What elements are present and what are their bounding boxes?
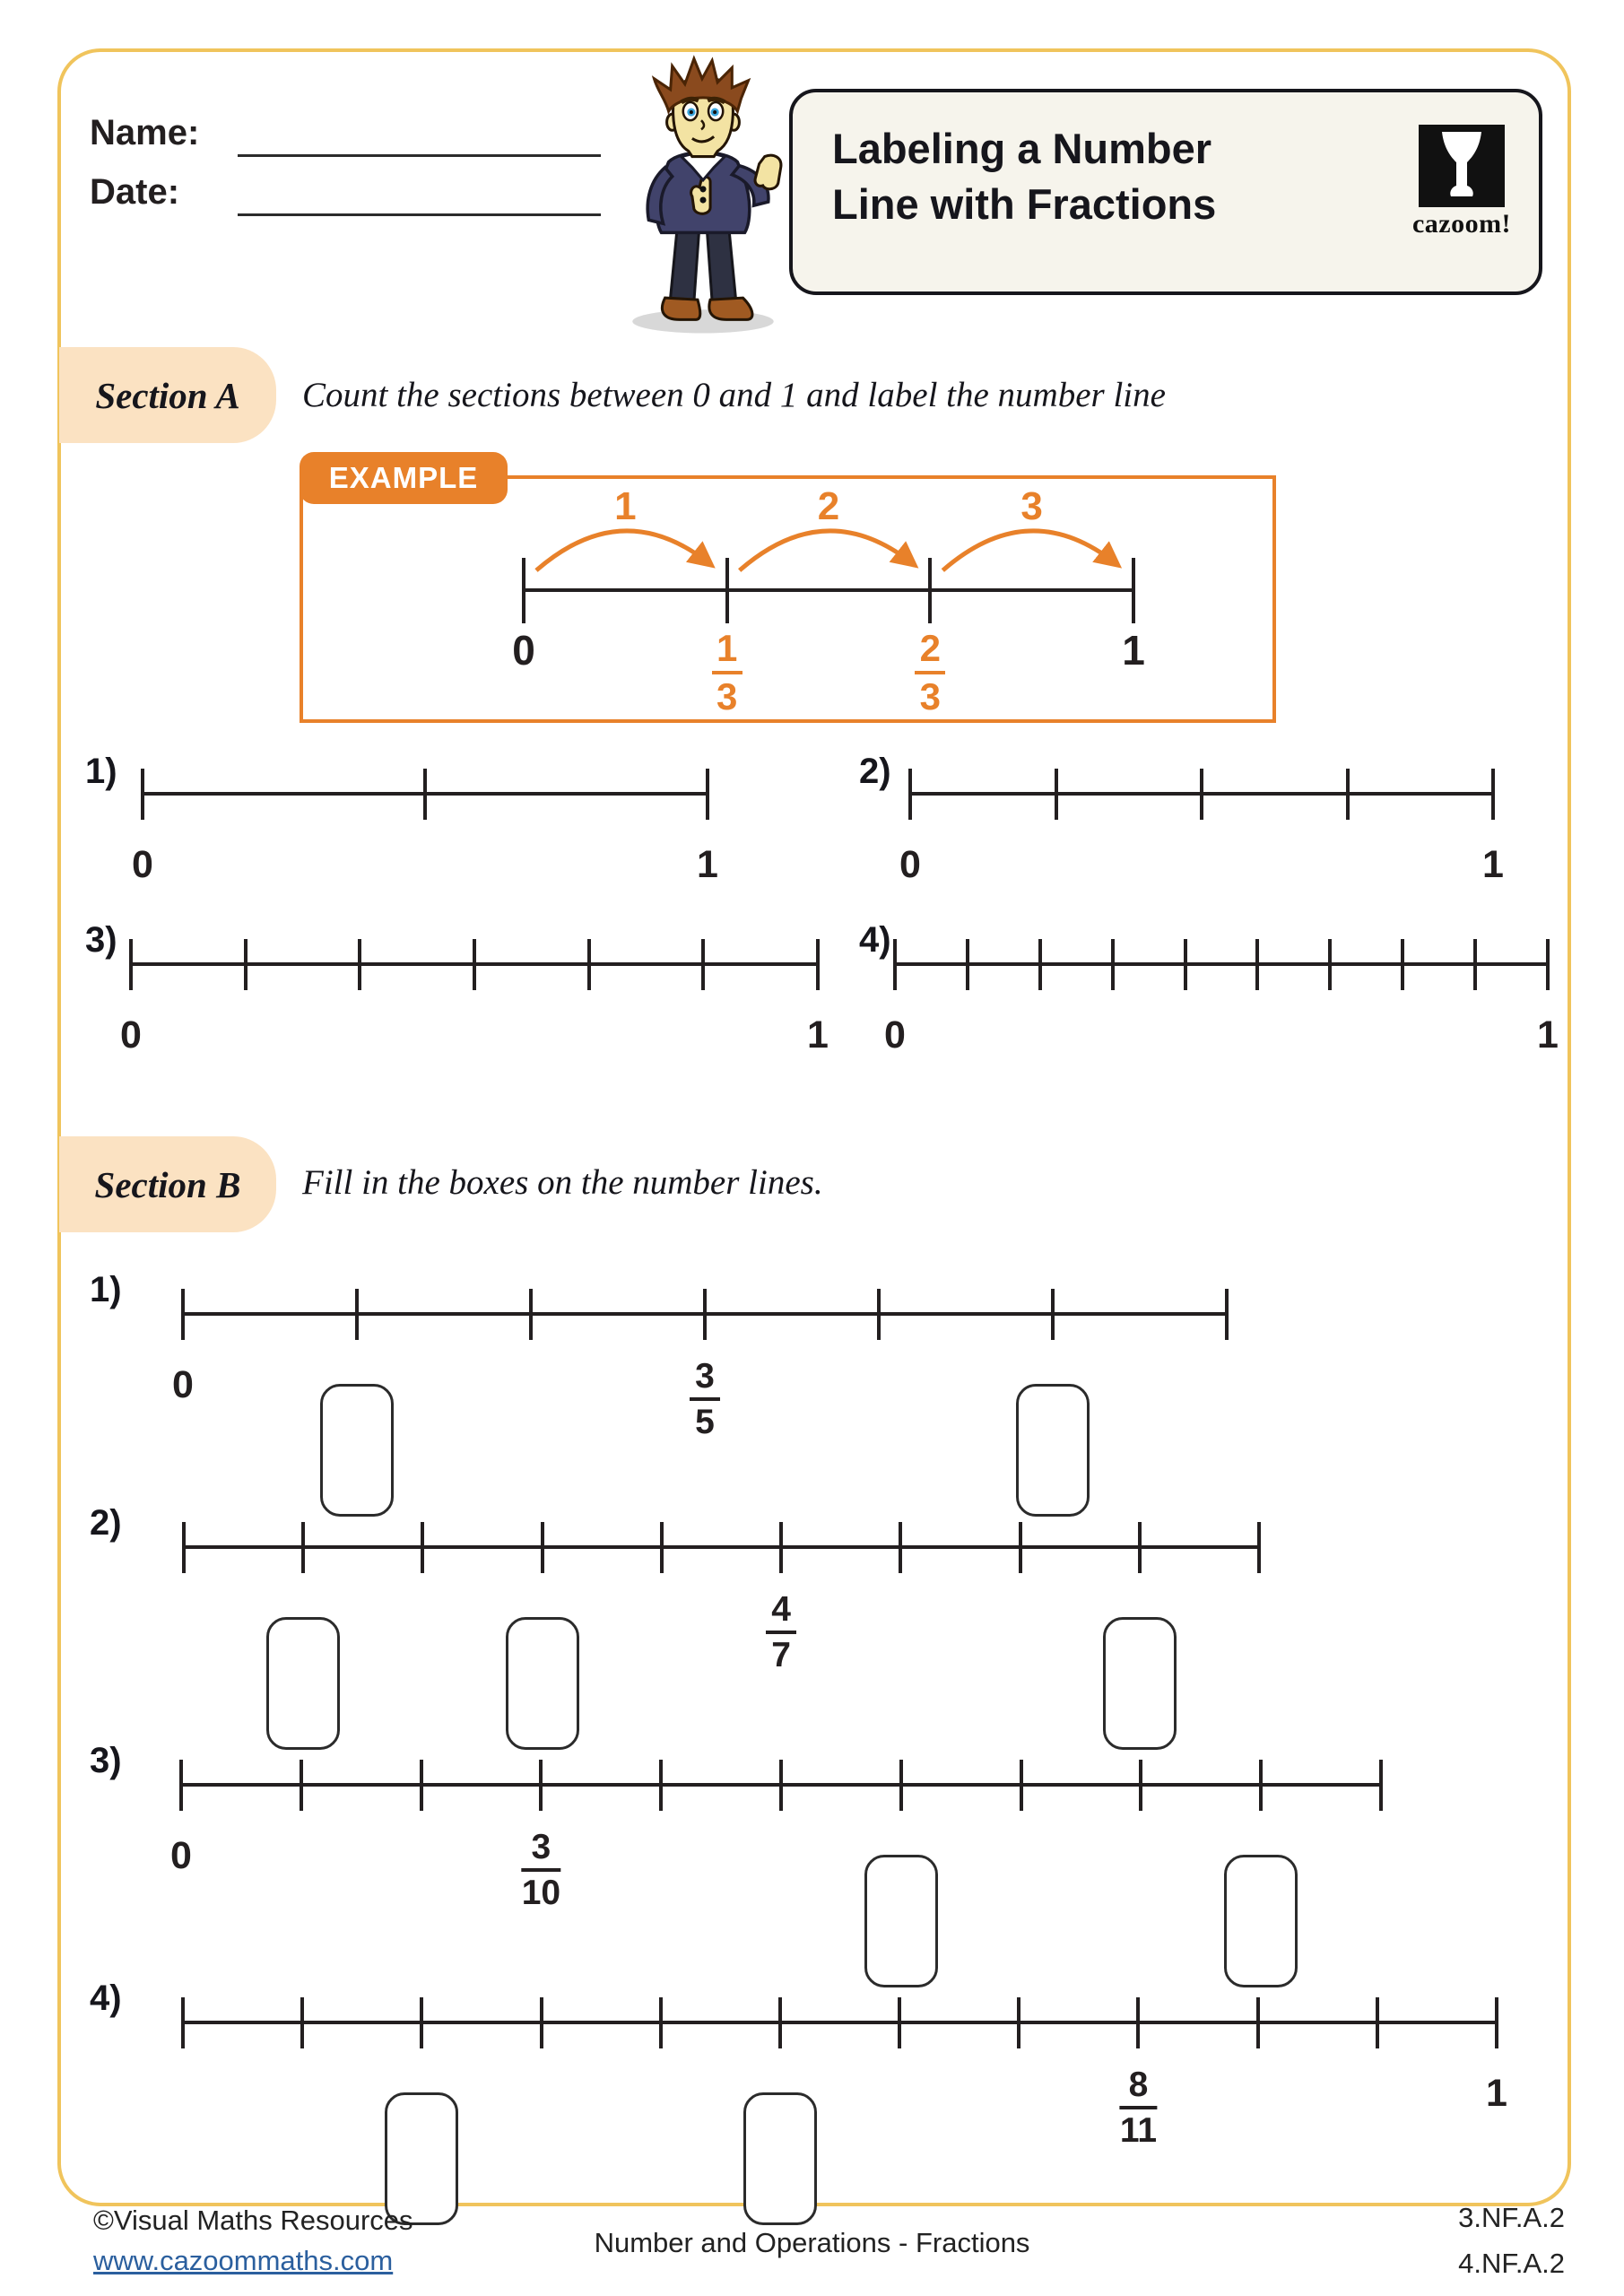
footer-topic: Number and Operations - Fractions [594, 2227, 1030, 2258]
tick-mark [1473, 939, 1477, 990]
tick-mark [141, 769, 144, 820]
tick-mark [1019, 1522, 1022, 1573]
tick-mark [966, 939, 969, 990]
tick-mark [473, 939, 476, 990]
tick-mark [129, 939, 133, 990]
fraction-denominator: 3 [716, 675, 738, 718]
name-input-line[interactable] [238, 154, 601, 157]
problem-b1-number: 1) [90, 1270, 122, 1309]
section-a-badge-label: Section A [95, 374, 240, 416]
cazoom-drum-icon [1417, 125, 1507, 209]
answer-box[interactable] [320, 1384, 394, 1517]
footer-website-link[interactable]: www.cazoommaths.com [93, 2245, 394, 2276]
fraction-denominator: 7 [771, 1636, 791, 1674]
tick-label: 1 [807, 1013, 829, 1057]
section-b-badge [59, 1136, 276, 1232]
number-line-rail [181, 2021, 1498, 2024]
tick-mark [181, 1997, 185, 2048]
tick-mark [1546, 939, 1550, 990]
answer-box[interactable] [743, 2092, 817, 2225]
fraction-numerator: 1 [716, 627, 738, 669]
tick-mark [1379, 1760, 1383, 1811]
fraction-numerator: 4 [771, 1590, 791, 1629]
tick-mark [1020, 1760, 1023, 1811]
problem-a2-number: 2) [859, 752, 891, 791]
tick-mark [701, 939, 705, 990]
tick-mark [301, 1522, 305, 1573]
tick-mark [529, 1289, 533, 1340]
tick-label: 1 [1486, 2072, 1507, 2115]
tick-mark [1328, 939, 1332, 990]
tick-mark [540, 1997, 543, 2048]
problem-a4-number: 4) [859, 920, 891, 960]
fraction-label [1120, 2067, 1157, 2148]
title-box [789, 89, 1542, 295]
tick-mark [899, 1522, 902, 1573]
tick-mark [1255, 939, 1259, 990]
tick-label: 1 [1537, 1013, 1559, 1057]
jump-number: 3 [1020, 484, 1043, 528]
tick-mark [816, 939, 820, 990]
mascot-boy-illustration [612, 54, 794, 337]
tick-mark [300, 1760, 303, 1811]
tick-mark [1138, 1522, 1142, 1573]
fraction-bar [712, 671, 743, 674]
fraction-denominator: 11 [1119, 2111, 1158, 2150]
tick-mark [1401, 939, 1404, 990]
section-b-badge-label: Section B [94, 1163, 241, 1205]
number-line-rail [182, 1545, 1261, 1549]
tick-mark [1038, 939, 1042, 990]
tick-mark [1111, 939, 1115, 990]
tick-mark [1376, 1997, 1379, 2048]
tick-mark [423, 769, 427, 820]
fraction-label [915, 627, 945, 718]
tick-mark [1495, 1997, 1498, 2048]
tick-label: 0 [512, 627, 535, 674]
tick-mark [1017, 1997, 1020, 2048]
answer-box[interactable] [1103, 1617, 1177, 1750]
fraction-label [712, 627, 743, 718]
problem-a3-number: 3) [85, 920, 117, 960]
tick-mark [1491, 769, 1495, 820]
tick-mark [659, 1997, 663, 2048]
fraction-label [690, 1359, 720, 1439]
tick-label: 1 [697, 843, 718, 886]
fraction-denominator: 3 [919, 675, 941, 718]
tick-label: 0 [170, 1834, 192, 1877]
tick-mark [181, 1289, 185, 1340]
problem-a1-number: 1) [85, 752, 117, 791]
tick-mark [1055, 769, 1058, 820]
date-label: Date: [90, 172, 180, 212]
problem-b4-number: 4) [90, 1979, 122, 2018]
tick-mark [355, 1289, 359, 1340]
tick-mark [244, 939, 248, 990]
fraction-numerator: 3 [531, 1828, 551, 1866]
answer-box[interactable] [1224, 1855, 1298, 1987]
tick-mark [1256, 1997, 1260, 2048]
tick-mark [779, 1760, 783, 1811]
jump-number: 2 [817, 484, 840, 528]
answer-box[interactable] [506, 1617, 579, 1750]
footer-copyright: ©Visual Maths Resources [93, 2205, 413, 2236]
fraction-label [766, 1592, 796, 1673]
footer-standard-1: 3.NF.A.2 [1458, 2202, 1565, 2233]
tick-mark [421, 1522, 424, 1573]
tick-mark [182, 1522, 186, 1573]
cazoom-logo [1408, 125, 1515, 239]
tick-mark [539, 1760, 543, 1811]
jump-number: 1 [614, 484, 637, 528]
page-border [57, 48, 1571, 2206]
worksheet-title [832, 121, 1216, 232]
jump-arc [942, 531, 1116, 570]
tick-mark [893, 939, 897, 990]
problem-b2-number: 2) [90, 1503, 122, 1543]
fraction-numerator: 3 [695, 1357, 715, 1396]
fraction-bar [766, 1631, 796, 1634]
tick-mark [1257, 1522, 1261, 1573]
tick-label: 0 [172, 1363, 194, 1406]
tick-mark [300, 1997, 304, 2048]
tick-mark [877, 1289, 881, 1340]
tick-mark [420, 1997, 423, 2048]
fraction-bar [915, 671, 945, 674]
section-a-instruction: Count the sections between 0 and 1 and label the number line [302, 376, 1166, 414]
footer-standard-2: 4.NF.A.2 [1458, 2248, 1565, 2279]
tick-mark [1051, 1289, 1055, 1340]
fraction-denominator: 10 [521, 1874, 561, 1912]
tick-mark [358, 939, 361, 990]
answer-box[interactable] [266, 1617, 340, 1750]
answer-box[interactable] [1016, 1384, 1090, 1517]
fraction-bar [522, 1868, 560, 1872]
tick-mark [779, 1522, 783, 1573]
fraction-bar [1120, 2106, 1157, 2109]
tick-label: 0 [120, 1013, 142, 1057]
tick-mark [703, 1289, 707, 1340]
jump-arc [536, 531, 709, 570]
tick-mark [778, 1997, 782, 2048]
jump-arc [740, 531, 913, 570]
tick-mark [1139, 1760, 1142, 1811]
tick-mark [587, 939, 591, 990]
tick-label: 1 [1482, 843, 1504, 886]
tick-mark [1184, 939, 1187, 990]
tick-mark [179, 1760, 183, 1811]
title-line-1: Labeling a Number [832, 125, 1212, 172]
fraction-numerator: 2 [919, 627, 941, 669]
tick-mark [898, 1997, 901, 2048]
title-line-2: Line with Fractions [832, 180, 1217, 229]
answer-box[interactable] [864, 1855, 938, 1987]
number-line-rail [893, 962, 1550, 966]
tick-mark [1136, 1997, 1140, 2048]
tick-label: 1 [1122, 627, 1145, 674]
tick-mark [1200, 769, 1203, 820]
example-tab: EXAMPLE [300, 452, 508, 504]
tick-mark [541, 1522, 544, 1573]
tick-mark [899, 1760, 903, 1811]
section-a-badge [59, 347, 276, 443]
tick-mark [1346, 769, 1350, 820]
tick-mark [660, 1522, 664, 1573]
fraction-bar [690, 1397, 720, 1401]
tick-mark [659, 1760, 663, 1811]
fraction-denominator: 5 [695, 1403, 715, 1441]
tick-mark [908, 769, 912, 820]
tick-label: 0 [132, 843, 153, 886]
date-input-line[interactable] [238, 213, 601, 216]
fraction-label [522, 1830, 560, 1910]
name-label: Name: [90, 113, 200, 152]
tick-mark [1259, 1760, 1263, 1811]
tick-mark [420, 1760, 423, 1811]
fraction-numerator: 8 [1128, 2066, 1149, 2104]
section-b-instruction: Fill in the boxes on the number lines. [302, 1163, 823, 1202]
tick-mark [1225, 1289, 1229, 1340]
tick-label: 0 [899, 843, 921, 886]
cazoom-logo-text: cazoom! [1411, 209, 1512, 239]
tick-label: 0 [884, 1013, 906, 1057]
tick-mark [706, 769, 709, 820]
problem-b3-number: 3) [90, 1741, 122, 1780]
